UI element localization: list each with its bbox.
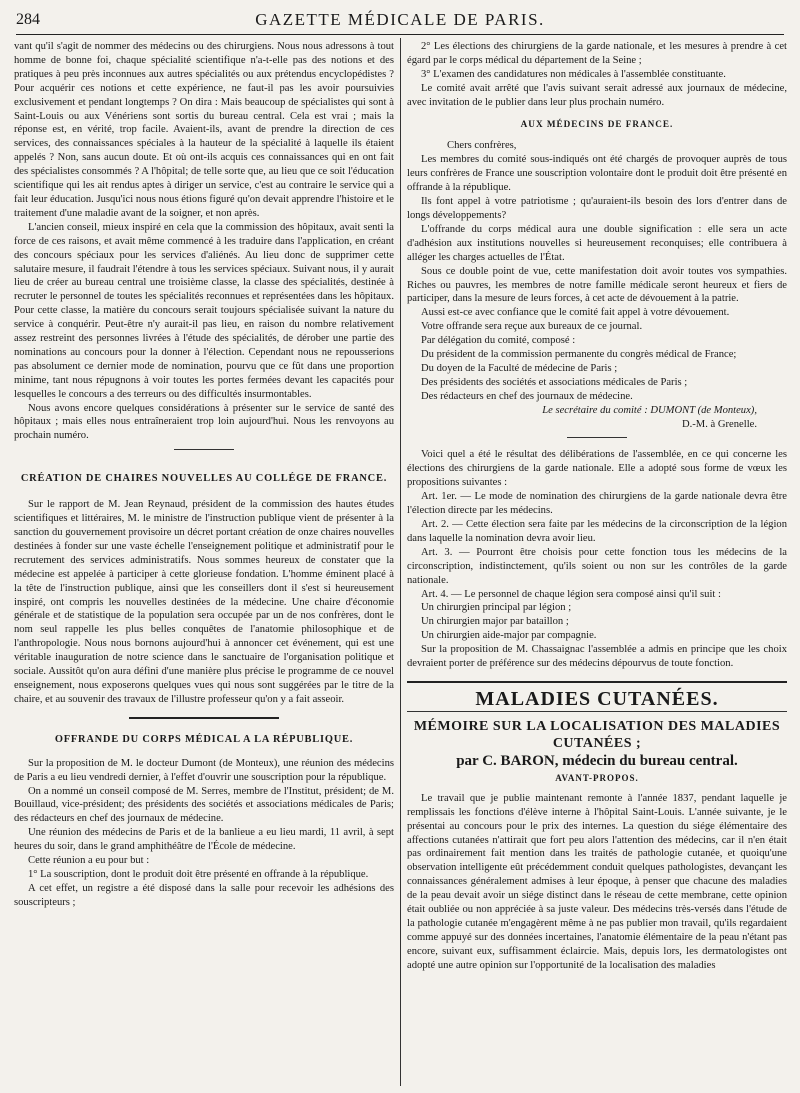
section-title-maladies: MALADIES CUTANÉES. — [475, 687, 719, 710]
body-paragraph: Les membres du comité sous-indiqués ont été chargés de provoquer auprès de tous leurs confrères de France une souscription volontaire dont le produit doit être présenté en offrande à la république. — [407, 154, 787, 194]
body-paragraph: On a nommé un conseil composé de M. Serres, membre de l'Institut, président; de M. Bouillaud, vice-président; des présidents des sociétés et associations médicales de Paris; des rédacteurs en chef des journaux de médecine. — [14, 785, 394, 825]
body-paragraph: 3° L'examen des candidatures non médicales à l'assemblée constituante. — [421, 68, 726, 80]
page-header — [16, 8, 784, 35]
body-paragraph: L'ancien conseil, mieux inspiré en cela que la commission des hôpitaux, avait senti la force de ces raisons, et avait même commencé à les traduire dans l'application, en créant des concours spéciaux pour les services d'aliénés. Au lieu donc de supprimer cette salutaire mesure, il faudrait l'étendre à tous les services spéciaux. Suivant nous, il y aurait lieu de créer au bureau central une troisième classe, la classe des spécialités, destinée à recruter le personnel de toutes les spécialités reconnues et représentées dans les hôpitaux. Pour cette classe, la matière du concours serait toujours spécialisée suivant la nature du service à conquérir. Peut-être n'y aurait-il pas lieu, en raison du nombre relativement assez restreint des personnes livrées à l'étude des spécialités, de dérober une partie des nominations au concours pour la donner à l'élection. Cependant nous ne repousserions pas absolument ce dernier mode de nomination, pourvu que ce fût dans une proportion minime, tant nous répugnons à voir toutes les portes fermées devant les capacités pour lesquelles le concours a des terreurs ou des difficultés insurmontables. — [14, 221, 394, 400]
article-item: Art. 2. — Cette élection sera faite par les médecins de la circonscription de la légion dans laquelle la nomination devra avoir lieu. — [407, 519, 787, 544]
body-paragraph: 1° La souscription, dont le produit doit être présenté en offrande à la république. — [28, 868, 369, 880]
body-paragraph: L'offrande du corps médical aura une double signification : elle sera un acte d'adhésion aux institutions nouvelles si heureusement reconquises; elle contribuera à alléger les charges actuelles de l'État. — [407, 223, 787, 263]
body-paragraph: Aussi est-ce avec confiance que le comité fait appel à votre dévouement. — [421, 307, 730, 319]
right-column — [407, 40, 787, 973]
body-paragraph: Votre offrande sera reçue aux bureaux de ce journal. — [421, 321, 643, 333]
section-rule — [407, 681, 787, 683]
column-divider — [400, 38, 401, 1086]
memoir-author: par C. BARON, médecin du bureau central. — [456, 752, 738, 769]
section-rule — [174, 449, 234, 450]
body-paragraph: Par délégation du comité, composé : — [421, 335, 576, 347]
section-rule — [567, 437, 627, 438]
body-paragraph: A cet effet, un registre a été disposé dans la salle pour recevoir les adhésions des souscripteurs ; — [14, 882, 394, 908]
running-title: GAZETTE MÉDICALE DE PARIS. — [255, 10, 545, 29]
body-paragraph: vant qu'il s'agit de nommer des médecins ou des chirurgiens. Nous nous adressons à tout homme de bonne foi, chaque spécialité scientifique n'a-t-elle pas des notions et des pratiques à peu près inconnues aux autres spécialités ou aux prétendus encyclopédistes ? Pour acquérir ces notions et cette expérience, ne faut-il pas les avoir poursuivies exclusivement et pendant longtemps ? On dira : Mais beaucoup de spécialistes qui sont à Saint-Louis ou aux Vénériens sont sortis du bureau central. Cela est vrai ; mais la réponse est, en vérité, trop facile. Avaient-ils, avant de prendre la direction de ces services, des connaissances spéciales à la hauteur de la spécialité à laquelle ils étaient appelés ? Non, sans aucun doute. Et où ont-ils acquis ces connaissances qui en ont fait des spécialistes consommés ? A l'hôpital; de telle sorte que, au lieu que ce soit l'éducation scientifique qui les ait rendus aptes à diriger un service, c'est au contraire le service qui a fait leur éducation. Jusqu'ici nous nous étions figuré qu'on devait apprendre l'histoire et le traitement d'une maladie avant de la soigner, et non après. — [14, 41, 394, 219]
body-paragraph: Nous avons encore quelques considérations à présenter sur le service de santé des hôpitaux ; mais elles nous entraîneraient trop loin aujourd'hui. Nous les renvoyons au prochain numéro. — [14, 402, 394, 442]
body-paragraph: Sur le rapport de M. Jean Reynaud, président de la commission des hautes études scientifiques et littéraires, M. le ministre de l'instruction publique vient de présenter à la sanction du gouvernement provisoire un décret portant création de onze chaires nouvelles destinées à fonder sur une vaste échelle l'enseignement politique et administratif pour le recrutement des services administratifs. Nous sommes heureux de constater que la médecine est appelée à participer à cette glorieuse fondation. L'homme éminent placé à la tête de l'instruction publique, ainsi que les conseillers dont il s'est si heureusement inspiré, ont compris les nouvelles destinées de la médecine. Une chaire d'économie générale et de statistique de la population sera occupée par un de nos confrères, dont le nom seul rappelle les plus belles conquêtes de l'anatomie philosophique et de l'anthropologie. Nous nous bornons aujourd'hui à annoncer cet événement, qui est une véritable inauguration de notre science dans le sanctuaire de l'organisation politique et sociale. Aussitôt qu'on aura défini d'une manière plus précise le programme de ce nouvel enseignement, nous exposerons quelques vues qui nous sont suggérées par le titre de la chaire, et au souvenir des travaux de l'illustre professeur qu'on y a fait asseoir. — [14, 499, 394, 705]
page-number: 284 — [16, 11, 40, 28]
avant-propos-heading: AVANT-PROPOS. — [555, 772, 639, 783]
signature-line: D.-M. à Grenelle. — [681, 418, 757, 430]
body-paragraph: Cette réunion a eu pour but : — [28, 855, 150, 867]
body-paragraph: Du doyen de la Faculté de médecine de Paris ; — [421, 362, 618, 374]
body-paragraph: Sous ce double point de vue, cette manifestation doit avoir toutes vos sympathies. Riches ou pauvres, les membres de notre famille médicale seront heureux et fiers de participer, dans la mesure de leurs forces, à cet acte de dévouement à la patrie. — [407, 265, 787, 305]
body-paragraph: Sur la proposition de M. Chassaignac l'assemblée a admis en principe que les choix devraient porter de préférence sur des médecins dépourvus de toute fonction. — [407, 644, 787, 670]
section-title-offrande: OFFRANDE DU CORPS MÉDICAL A LA RÉPUBLIQUE. — [54, 733, 354, 745]
body-paragraph: 2° Les élections des chirurgiens de la garde nationale, et les mesures à prendre à cet égard par le corps médical du département de la Seine ; — [407, 41, 787, 66]
article-item: Art. 4. — Le personnel de chaque légion sera composé ainsi qu'il suit : — [421, 588, 721, 600]
section-rule — [129, 717, 279, 719]
body-paragraph: Le comité avait arrêté que l'avis suivant serait adressé aux journaux de médecine, avec invitation de le publier dans leur plus prochain numéro. — [407, 82, 787, 108]
letter-salutation: Chers confrères, — [447, 140, 517, 152]
body-paragraph: Une réunion des médecins de Paris et de la banlieue a eu lieu mardi, 11 avril, à sept heures du soir, dans le grand amphithéâtre de l'École de médecine. — [14, 827, 394, 853]
list-item: Un chirurgien aide-major par compagnie. — [421, 630, 597, 642]
list-item: Un chirurgien principal par légion ; — [421, 602, 572, 614]
body-paragraph: Voici quel a été le résultat des délibérations de l'assemblée, en ce qui concerne les élections des chirurgiens de la garde nationale. Elle a adopté sous forme de vœux les propositions suivantes : — [407, 449, 787, 489]
body-paragraph: Sur la proposition de M. le docteur Dumont (de Monteux), une réunion des médecins de Paris a eu lieu vendredi dernier, à l'effet d'ouvrir une souscription pour la république. — [14, 757, 394, 783]
section-rule — [407, 711, 787, 712]
letter-title: AUX MÉDECINS DE FRANCE. — [520, 118, 674, 129]
body-paragraph: Des rédacteurs en chef des journaux de médecine. — [421, 390, 633, 402]
list-item: Un chirurgien major par bataillon ; — [421, 616, 569, 628]
body-paragraph: Du président de la commission permanente du congrès médical de France; — [421, 349, 737, 361]
body-paragraph: Des présidents des sociétés et associations médicales de Paris ; — [421, 376, 688, 388]
article-item: Art. 1er. — Le mode de nomination des chirurgiens de la garde nationale devra être l'élection directe par les médecins. — [407, 491, 787, 517]
section-title-chaires: CRÉATION DE CHAIRES NOUVELLES AU COLLÉGE DE FRANCE. — [20, 473, 388, 485]
memoir-title: MÉMOIRE SUR LA LOCALISATION DES MALADIES CUTANÉES ; — [413, 718, 781, 751]
left-column — [14, 40, 394, 910]
article-item: Art. 3. — Pourront être choisis pour cette fonction tous les médecins de la circonscription, indistinctement, qu'ils soient ou non sur les contrôles de la garde nationale. — [407, 546, 787, 586]
body-paragraph: Ils font appel à votre patriotisme ; qu'auraient-ils besoin des lors d'entrer dans de longs développements? — [407, 196, 787, 221]
body-paragraph: Le travail que je publie maintenant remonte à l'année 1837, pendant laquelle je remplissais les fonctions d'élève interne à l'hôpital Saint-Louis. L'année suivante, je le présentai au concours pour le prix des internes. La question du siége élémentaire des affections cutanées n'attirait que fort peu alors l'attention des médecins, car il n'en était pas ordinairement fait mention dans les traités de pathologie cutanée, et quoiqu'une observation intelligente eût précédemment conduit quelques pathologistes, devançant les connaissances généralement admises à leur époque, à penser que chacune des maladies de la peau devait avoir un siége distinct dans le réseau de cette membrane, cette opinion était oubliée ou non appréciée à sa juste valeur. Des médecins très-versés dans l'étude de la pathologie cutanée m'engagèrent même à ne pas publier mon travail, qu'ils regardaient comme appuyé sur des données incertaines, l'anatomie élémentaire de la peau n'étant pas encore, suivant eux, suffisamment éclaircie. Mais, depuis lors, les dermatologistes ont adopté une autre opinion sur l'opportunité de la localisation des maladies — [407, 792, 787, 971]
signature-line: Le secrétaire du comité : DUMONT (de Monteux), — [542, 404, 757, 416]
